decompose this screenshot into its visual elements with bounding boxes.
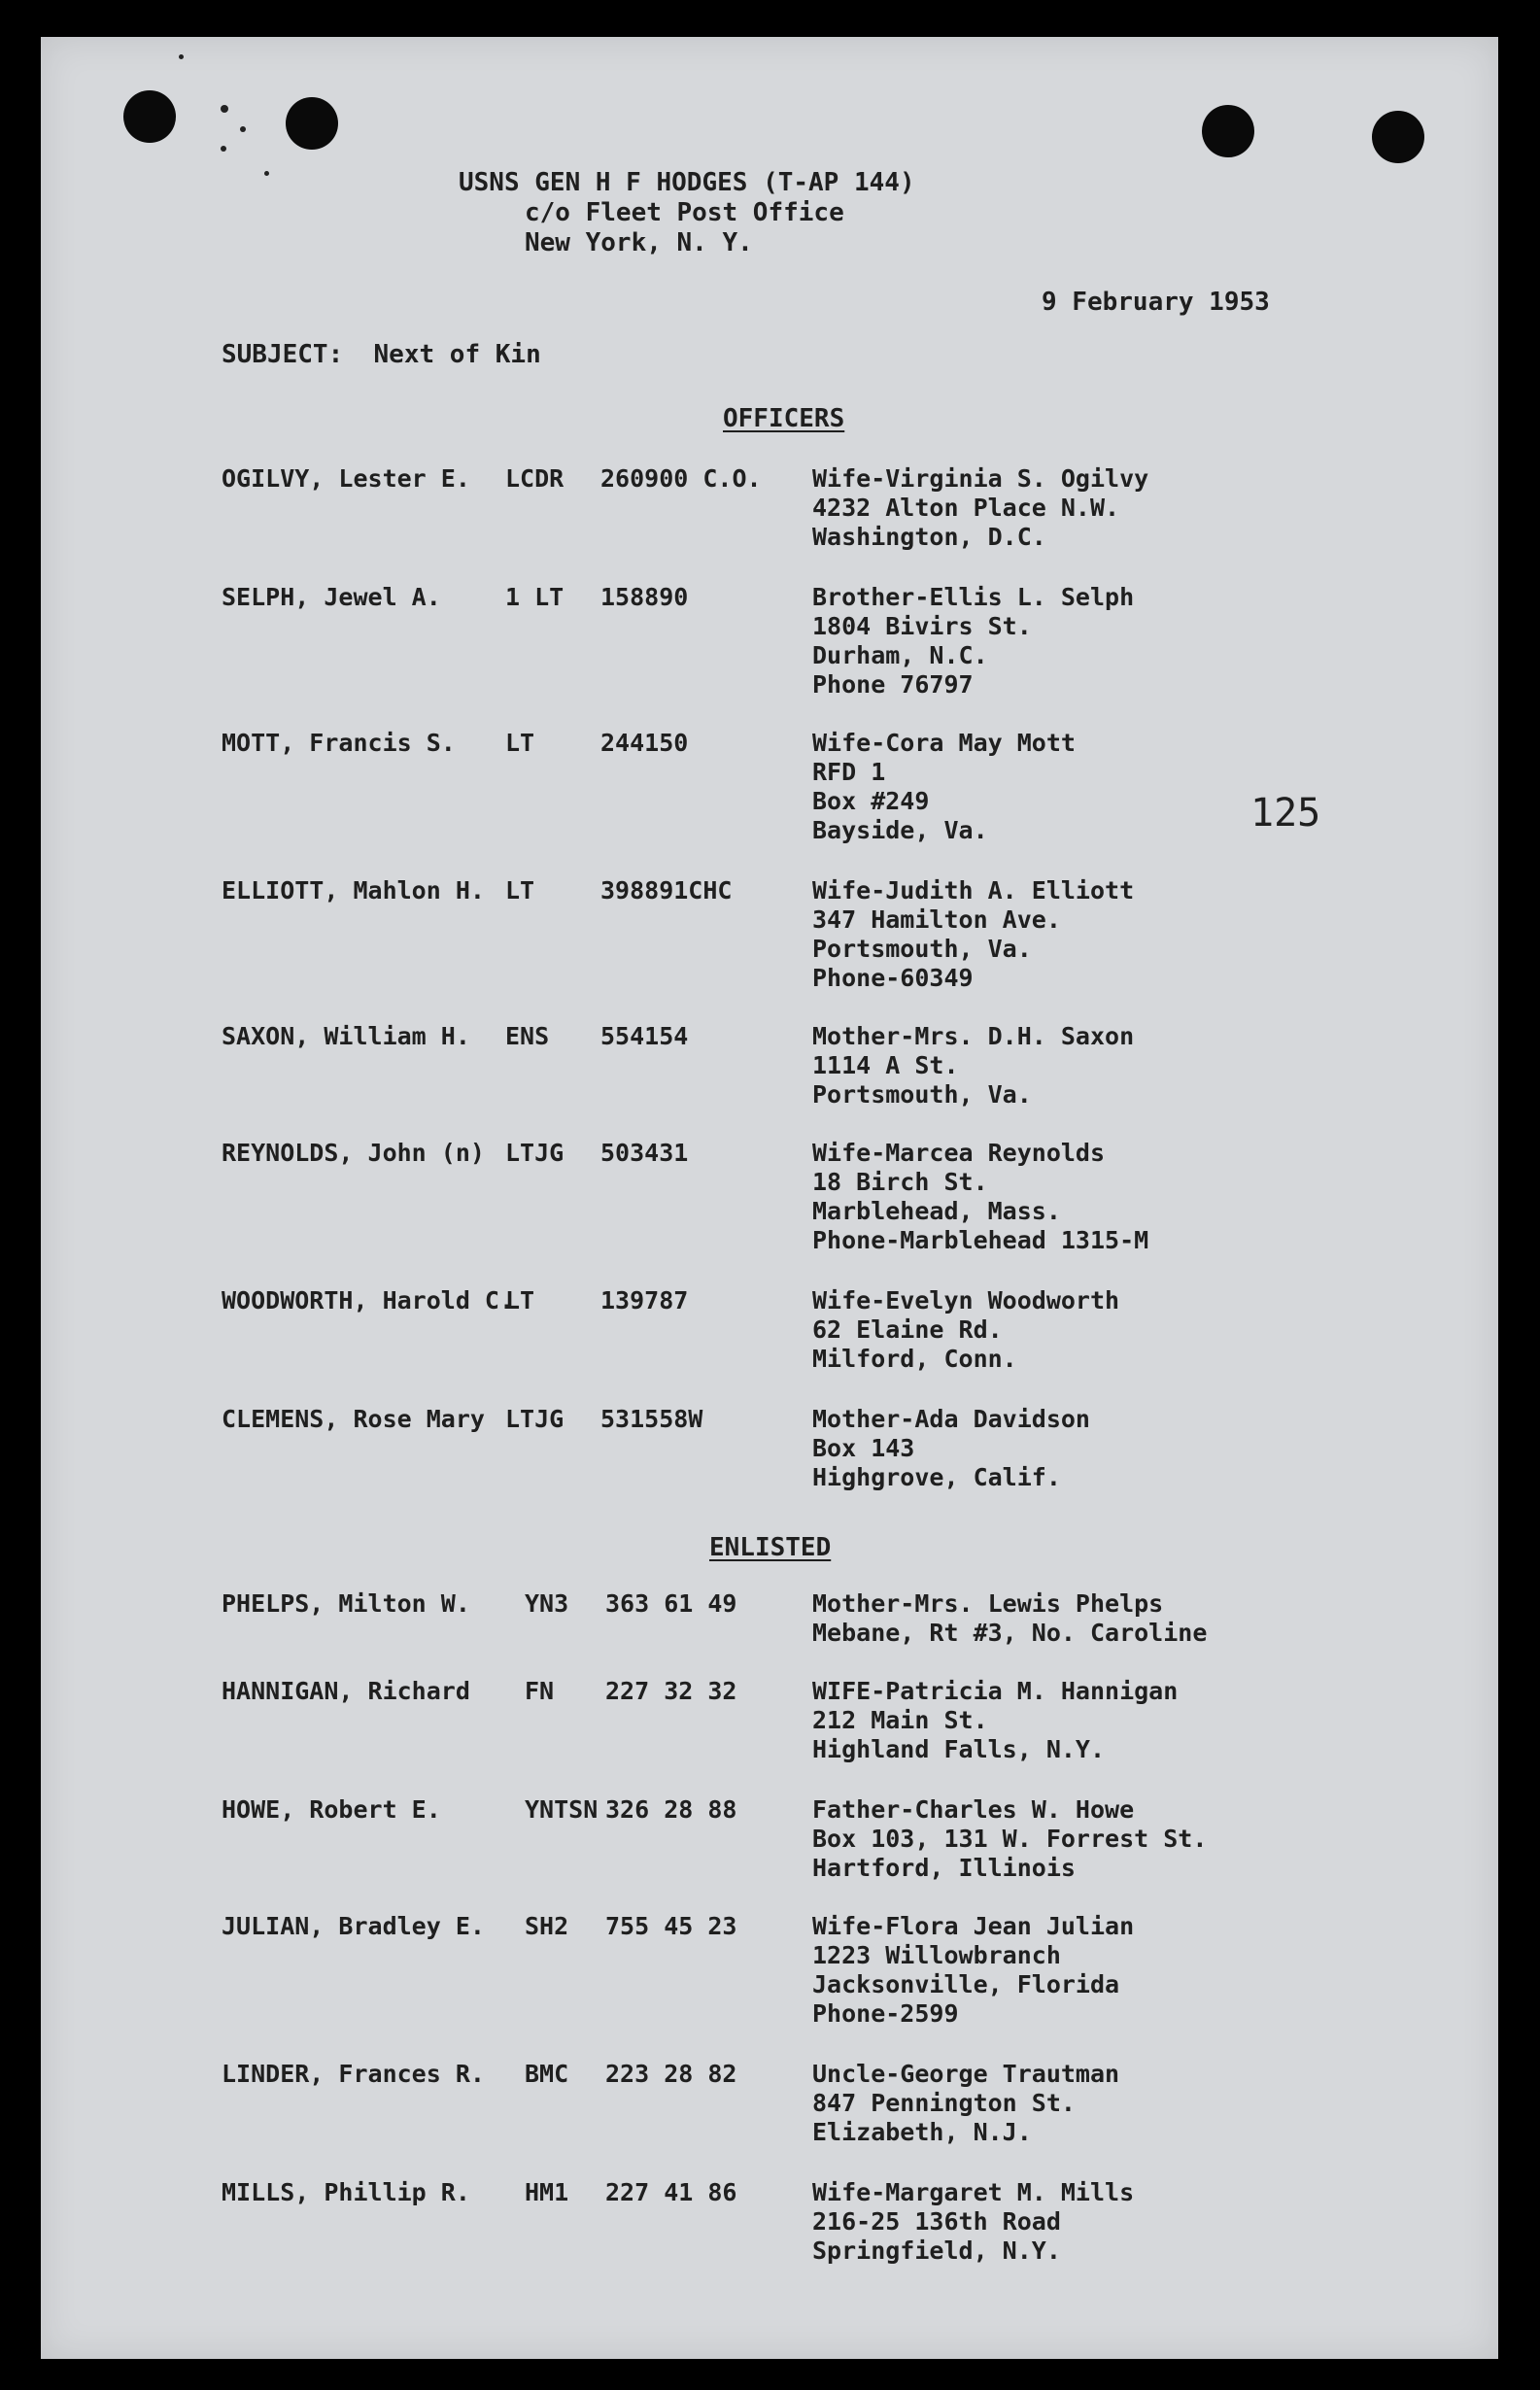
kin-line: Highland Falls, N.Y. — [812, 1735, 1106, 1763]
entry-rank: YN3 — [525, 1589, 569, 1618]
letterhead — [459, 168, 1139, 258]
kin-line: Box 103, 131 W. Forrest St. — [812, 1825, 1208, 1853]
entry-next-of-kin — [812, 1286, 1119, 1374]
entry-rank: HM1 — [525, 2178, 569, 2206]
entry-rank: SH2 — [525, 1912, 569, 1940]
kin-line: Hartford, Illinois — [812, 1854, 1076, 1882]
letterhead-ship-name: USNS GEN H F HODGES (T-AP 144) — [459, 168, 915, 197]
entry-next-of-kin — [812, 583, 1134, 700]
kin-line: Portsmouth, Va. — [812, 935, 1032, 963]
entry-next-of-kin — [812, 2178, 1134, 2266]
kin-line: 847 Pennington St. — [812, 2089, 1076, 2117]
entry-serial: 227 41 86 — [605, 2178, 737, 2206]
entry-serial: 158890 — [600, 583, 689, 611]
entry-next-of-kin — [812, 1677, 1178, 1764]
kin-line: 216-25 136th Road — [812, 2207, 1061, 2236]
entry-rank: ENS — [505, 1022, 550, 1050]
entry-rank: LCDR — [505, 464, 565, 493]
entry-rank: BMC — [525, 2060, 569, 2088]
entry-name: SAXON, William H. — [222, 1022, 470, 1050]
kin-line: Phone-60349 — [812, 964, 974, 992]
entry-next-of-kin — [812, 1022, 1134, 1110]
entry-serial: 244150 — [600, 729, 689, 757]
kin-line: 1223 Willowbranch — [812, 1941, 1061, 1969]
entry-serial: 260900 C.O. — [600, 464, 762, 493]
entry-next-of-kin — [812, 1405, 1090, 1492]
kin-line: Elizabeth, N.J. — [812, 2118, 1032, 2146]
kin-line: Mother-Ada Davidson — [812, 1405, 1090, 1433]
punch-hole — [123, 90, 176, 143]
kin-line: 212 Main St. — [812, 1706, 988, 1734]
entry-next-of-kin — [812, 1912, 1134, 2029]
kin-line: Mebane, Rt #3, No. Caroline — [812, 1619, 1208, 1647]
kin-line: Box 143 — [812, 1434, 915, 1462]
kin-line: 18 Birch St. — [812, 1168, 988, 1196]
ink-speck — [264, 171, 269, 176]
kin-line: Phone 76797 — [812, 670, 974, 699]
kin-line: Jacksonville, Florida — [812, 1970, 1120, 1998]
entry-rank: YNTSN — [525, 1795, 599, 1824]
kin-line: Marblehead, Mass. — [812, 1197, 1061, 1225]
entry-serial: 755 45 23 — [605, 1912, 737, 1940]
kin-line: 62 Elaine Rd. — [812, 1315, 1003, 1344]
ink-speck — [240, 126, 246, 132]
entry-name: CLEMENS, Rose Mary — [222, 1405, 485, 1433]
kin-line: RFD 1 — [812, 758, 886, 786]
kin-line: Phone-Marblehead 1315-M — [812, 1226, 1149, 1254]
entry-next-of-kin — [812, 2060, 1119, 2147]
kin-line: Wife-Evelyn Woodworth — [812, 1286, 1120, 1314]
document-page — [41, 37, 1498, 2359]
ink-speck — [221, 146, 226, 152]
kin-line: Brother-Ellis L. Selph — [812, 583, 1135, 611]
kin-line: Uncle-George Trautman — [812, 2060, 1120, 2088]
kin-line: Father-Charles W. Howe — [812, 1795, 1135, 1824]
kin-line: Wife-Margaret M. Mills — [812, 2178, 1135, 2206]
entry-name: REYNOLDS, John (n) — [222, 1139, 485, 1167]
entry-name: WOODWORTH, Harold C. — [222, 1286, 515, 1314]
kin-line: Milford, Conn. — [812, 1345, 1017, 1373]
kin-line: 347 Hamilton Ave. — [812, 905, 1061, 934]
ink-speck — [221, 105, 228, 113]
kin-line: 1804 Bivirs St. — [812, 612, 1032, 640]
ink-speck — [179, 54, 184, 59]
page-number: 125 — [1250, 791, 1321, 836]
entry-serial: 503431 — [600, 1139, 689, 1167]
entry-rank: FN — [525, 1677, 555, 1705]
kin-line: Springfield, N.Y. — [812, 2236, 1061, 2265]
entry-name: JULIAN, Bradley E. — [222, 1912, 485, 1940]
entry-rank: LT — [505, 1286, 535, 1314]
entry-name: HOWE, Robert E. — [222, 1795, 441, 1824]
entry-serial: 139787 — [600, 1286, 689, 1314]
kin-line: 1114 A St. — [812, 1051, 959, 1079]
kin-line: Phone-2599 — [812, 1999, 959, 2028]
entry-rank: LT — [505, 876, 535, 905]
punch-hole — [1202, 105, 1254, 157]
entry-rank: 1 LT — [505, 583, 565, 611]
kin-line: Durham, N.C. — [812, 641, 988, 669]
entry-serial: 363 61 49 — [605, 1589, 737, 1618]
entry-name: ELLIOTT, Mahlon H. — [222, 876, 485, 905]
entry-next-of-kin — [812, 729, 1076, 845]
enlisted-heading: ENLISTED — [709, 1533, 832, 1562]
entry-serial: 531558W — [600, 1405, 703, 1433]
entry-name: PHELPS, Milton W. — [222, 1589, 470, 1618]
kin-line: Highgrove, Calif. — [812, 1463, 1061, 1491]
kin-line: Mother-Mrs. D.H. Saxon — [812, 1022, 1135, 1050]
punch-hole — [286, 97, 338, 150]
kin-line: Wife-Virginia S. Ogilvy — [812, 464, 1149, 493]
entry-name: MILLS, Phillip R. — [222, 2178, 470, 2206]
entry-serial: 554154 — [600, 1022, 689, 1050]
entry-next-of-kin — [812, 1139, 1148, 1255]
entry-serial: 227 32 32 — [605, 1677, 737, 1705]
entry-serial: 398891CHC — [600, 876, 733, 905]
subject-line: SUBJECT: Next of Kin — [222, 340, 541, 369]
kin-line: Portsmouth, Va. — [812, 1080, 1032, 1109]
entry-serial: 326 28 88 — [605, 1795, 737, 1824]
kin-line: Wife-Marcea Reynolds — [812, 1139, 1106, 1167]
kin-line: Washington, D.C. — [812, 523, 1046, 551]
entry-name: HANNIGAN, Richard — [222, 1677, 470, 1705]
officers-heading: OFFICERS — [723, 404, 845, 433]
entry-serial: 223 28 82 — [605, 2060, 737, 2088]
kin-line: 4232 Alton Place N.W. — [812, 494, 1120, 522]
entry-rank: LT — [505, 729, 535, 757]
entry-next-of-kin — [812, 1589, 1207, 1648]
entry-name: OGILVY, Lester E. — [222, 464, 470, 493]
entry-rank: LTJG — [505, 1139, 565, 1167]
kin-line: Box #249 — [812, 787, 930, 815]
entry-next-of-kin — [812, 464, 1148, 552]
entry-rank: LTJG — [505, 1405, 565, 1433]
letterhead-post-office: c/o Fleet Post Office — [525, 198, 844, 227]
entry-name: MOTT, Francis S. — [222, 729, 456, 757]
entry-name: LINDER, Frances R. — [222, 2060, 485, 2088]
kin-line: WIFE-Patricia M. Hannigan — [812, 1677, 1179, 1705]
letterhead-city: New York, N. Y. — [525, 228, 753, 257]
punch-hole — [1372, 111, 1424, 163]
document-date: 9 February 1953 — [1042, 288, 1270, 317]
kin-line: Wife-Judith A. Elliott — [812, 876, 1135, 905]
entry-next-of-kin — [812, 876, 1134, 993]
kin-line: Mother-Mrs. Lewis Phelps — [812, 1589, 1164, 1618]
kin-line: Bayside, Va. — [812, 816, 988, 844]
kin-line: Wife-Cora May Mott — [812, 729, 1076, 757]
entry-next-of-kin — [812, 1795, 1207, 1883]
kin-line: Wife-Flora Jean Julian — [812, 1912, 1135, 1940]
entry-name: SELPH, Jewel A. — [222, 583, 441, 611]
